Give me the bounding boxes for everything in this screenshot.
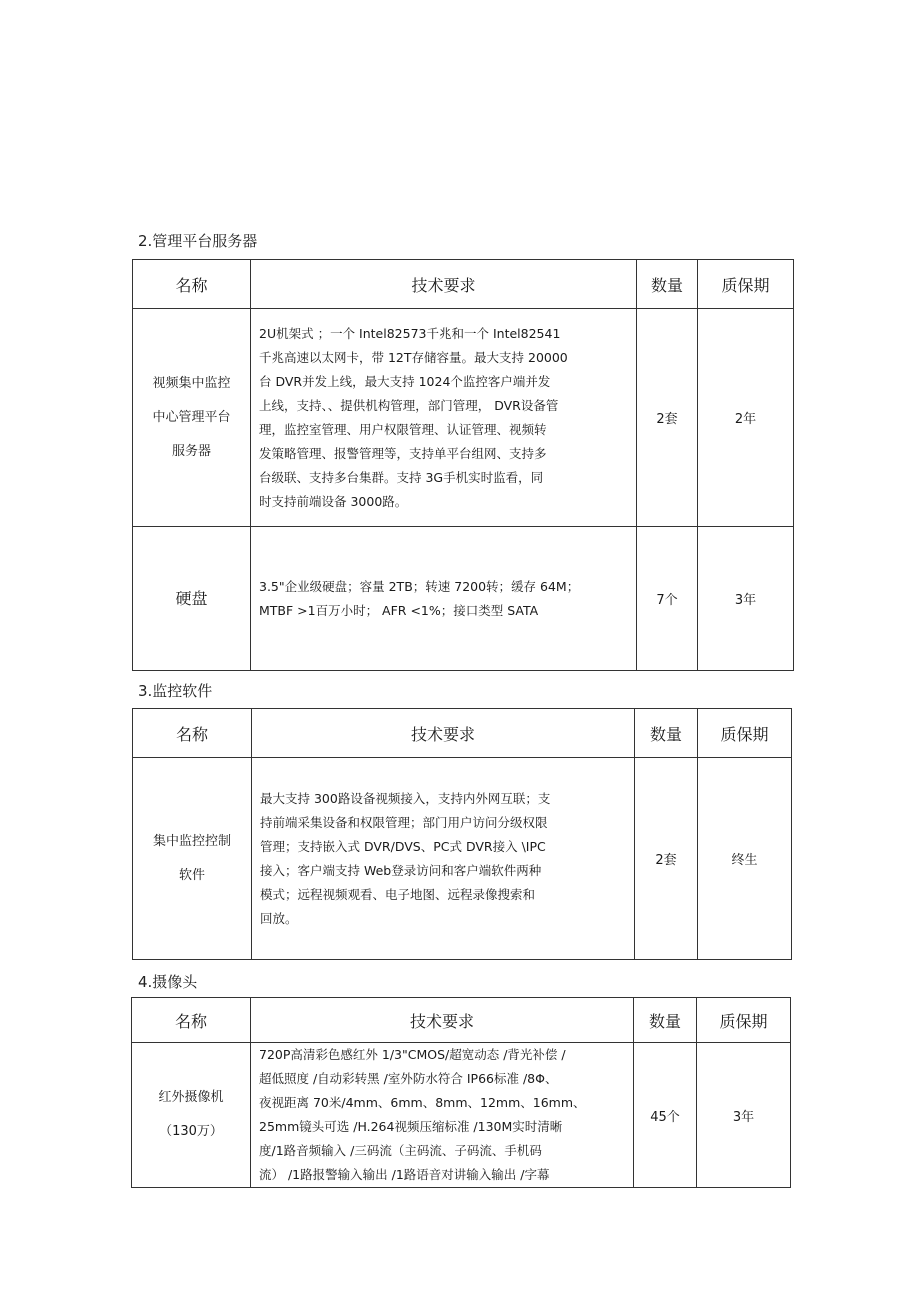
spec-line: 管理；支持嵌入式 DVR/DVS、PC式 DVR接入 \IPC [260,838,546,854]
header-warranty: 质保期 [697,998,791,1043]
row-spec [251,1043,634,1188]
row-warranty: 2年 [698,309,794,527]
table-row [133,527,794,671]
spec-line: 台 DVR并发上线，最大支持 1024个监控客户端并发 [259,373,551,389]
spec-line: 度/1路音频输入 /三码流（主码流、子码流、手机码 [259,1143,542,1158]
table-row [133,758,792,960]
spec-line: 720P高清彩色感红外 1/3"CMOS/超宽动态 /背光补偿 / [259,1047,566,1062]
header-spec: 技术要求 [251,998,634,1043]
row-qty: 7个 [637,527,698,671]
section-title-software: 3.监控软件 [138,682,213,700]
table-row [132,1043,791,1188]
header-spec: 技术要求 [252,709,635,758]
section-title-server: 2.管理平台服务器 [138,232,258,250]
software-table [132,708,792,960]
spec-line: 3.5"企业级硬盘；容量 2TB；转速 7200转；缓存 64M； [259,578,580,594]
row-name-text: 集中监控控制 软件 [152,833,231,883]
row-spec [251,527,637,671]
server-table [132,259,794,671]
spec-line: 最大支持 300路设备视频接入，支持内外网互联；支 [260,790,551,806]
row-qty: 45个 [634,1043,697,1188]
header-warranty: 质保期 [698,709,792,758]
row-spec [252,758,635,960]
row-name: 硬盘 [133,527,251,671]
header-qty: 数量 [637,260,698,309]
row-name [132,1043,251,1188]
spec-line: 台级联、支持多台集群。支持 3G手机实时监看，同 [259,469,544,485]
spec-line: 夜视距离 70米/4mm、6mm、8mm、12mm、16mm、 [259,1095,586,1110]
row-qty: 2套 [635,758,698,960]
spec-line: 持前端采集设备和权限管理；部门用户访问分级权限 [260,814,548,830]
header-name: 名称 [132,998,251,1043]
table-row [133,309,794,527]
row-warranty: 3年 [698,527,794,671]
camera-table [131,997,791,1188]
spec-line: 接入；客户端支持 Web登录访问和客户端软件两种 [260,862,542,878]
header-spec: 技术要求 [251,260,637,309]
row-name [133,309,251,527]
row-name-text: 视频集中监控 中心管理平台 服务器 [152,375,231,459]
header-warranty: 质保期 [698,260,794,309]
header-qty: 数量 [635,709,698,758]
spec-line: 模式；远程视频观看、电子地图、远程录像搜索和 [260,886,536,902]
row-name [133,758,252,960]
header-qty: 数量 [634,998,697,1043]
row-name-text: 红外摄像机 （130万） [158,1090,224,1139]
spec-line: 上线，支持、、提供机构管理，部门管理， DVR设备管 [259,397,559,413]
row-warranty: 终生 [698,758,792,960]
section-title-camera: 4.摄像头 [138,973,198,991]
spec-line: 2U机架式 ；一个 Intel82573千兆和一个 Intel82541 [259,325,561,341]
spec-line: 时支持前端设备 3000路。 [259,493,408,509]
spec-line: 理，监控室管理、用户权限管理、认证管理、视频转 [259,421,547,437]
row-spec [251,309,637,527]
spec-line: 25mm镜头可选 /H.264视频压缩标准 /130M实时清晰 [259,1119,563,1134]
row-warranty: 3年 [697,1043,791,1188]
spec-line: MTBF >1百万小时； AFR <1%；接口类型 SATA [259,602,539,618]
header-name: 名称 [133,260,251,309]
spec-line: 流） /1路报警输入输出 /1路语音对讲输入输出 /字幕 [259,1167,550,1182]
spec-line: 回放。 [260,910,298,926]
spec-line: 发策略管理、报警管理等，支持单平台组网、支持多 [259,445,547,461]
header-name: 名称 [133,709,252,758]
row-qty: 2套 [637,309,698,527]
spec-line: 千兆高速以太网卡，带 12T存储容量。最大支持 20000 [259,349,568,365]
spec-line: 超低照度 /自动彩转黑 /室外防水符合 IP66标准 /8Φ、 [259,1071,558,1086]
